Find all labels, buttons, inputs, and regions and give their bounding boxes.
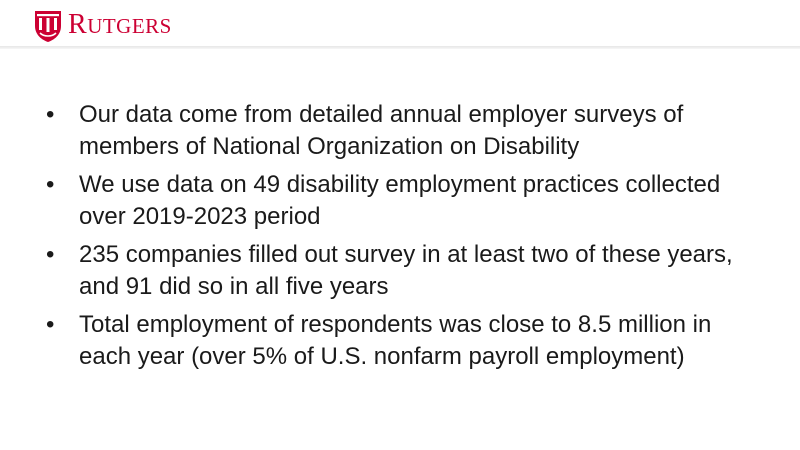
logo-text-cap: R	[68, 9, 88, 40]
logo-text-rest: UTGERS	[87, 14, 172, 38]
bullet-dot: •	[46, 241, 55, 268]
bullet-dot: •	[46, 101, 55, 128]
rutgers-logo	[33, 8, 172, 43]
bullet-item	[46, 239, 766, 303]
bullet-dot: •	[46, 171, 55, 198]
bullet-item	[46, 99, 766, 163]
header-divider	[0, 46, 800, 49]
bullet-text: 235 companies filled out survey in at least two of these years, and 91 did so in all five years	[79, 241, 733, 300]
bullet-item	[46, 309, 766, 373]
bullet-item	[46, 169, 766, 233]
bullet-text: Total employment of respondents was close to 8.5 million in each year (over 5% of U.S. nonfarm payroll employment)	[79, 311, 712, 370]
bullet-list	[46, 99, 766, 373]
bullet-dot: •	[46, 311, 55, 338]
rutgers-shield-icon	[33, 9, 63, 43]
slide-header	[0, 0, 800, 47]
slide-body	[46, 99, 766, 379]
bullet-text: Our data come from detailed annual employer surveys of members of National Organization on Disability	[79, 101, 684, 160]
bullet-text: We use data on 49 disability employment practices collected over 2019-2023 period	[79, 171, 721, 230]
